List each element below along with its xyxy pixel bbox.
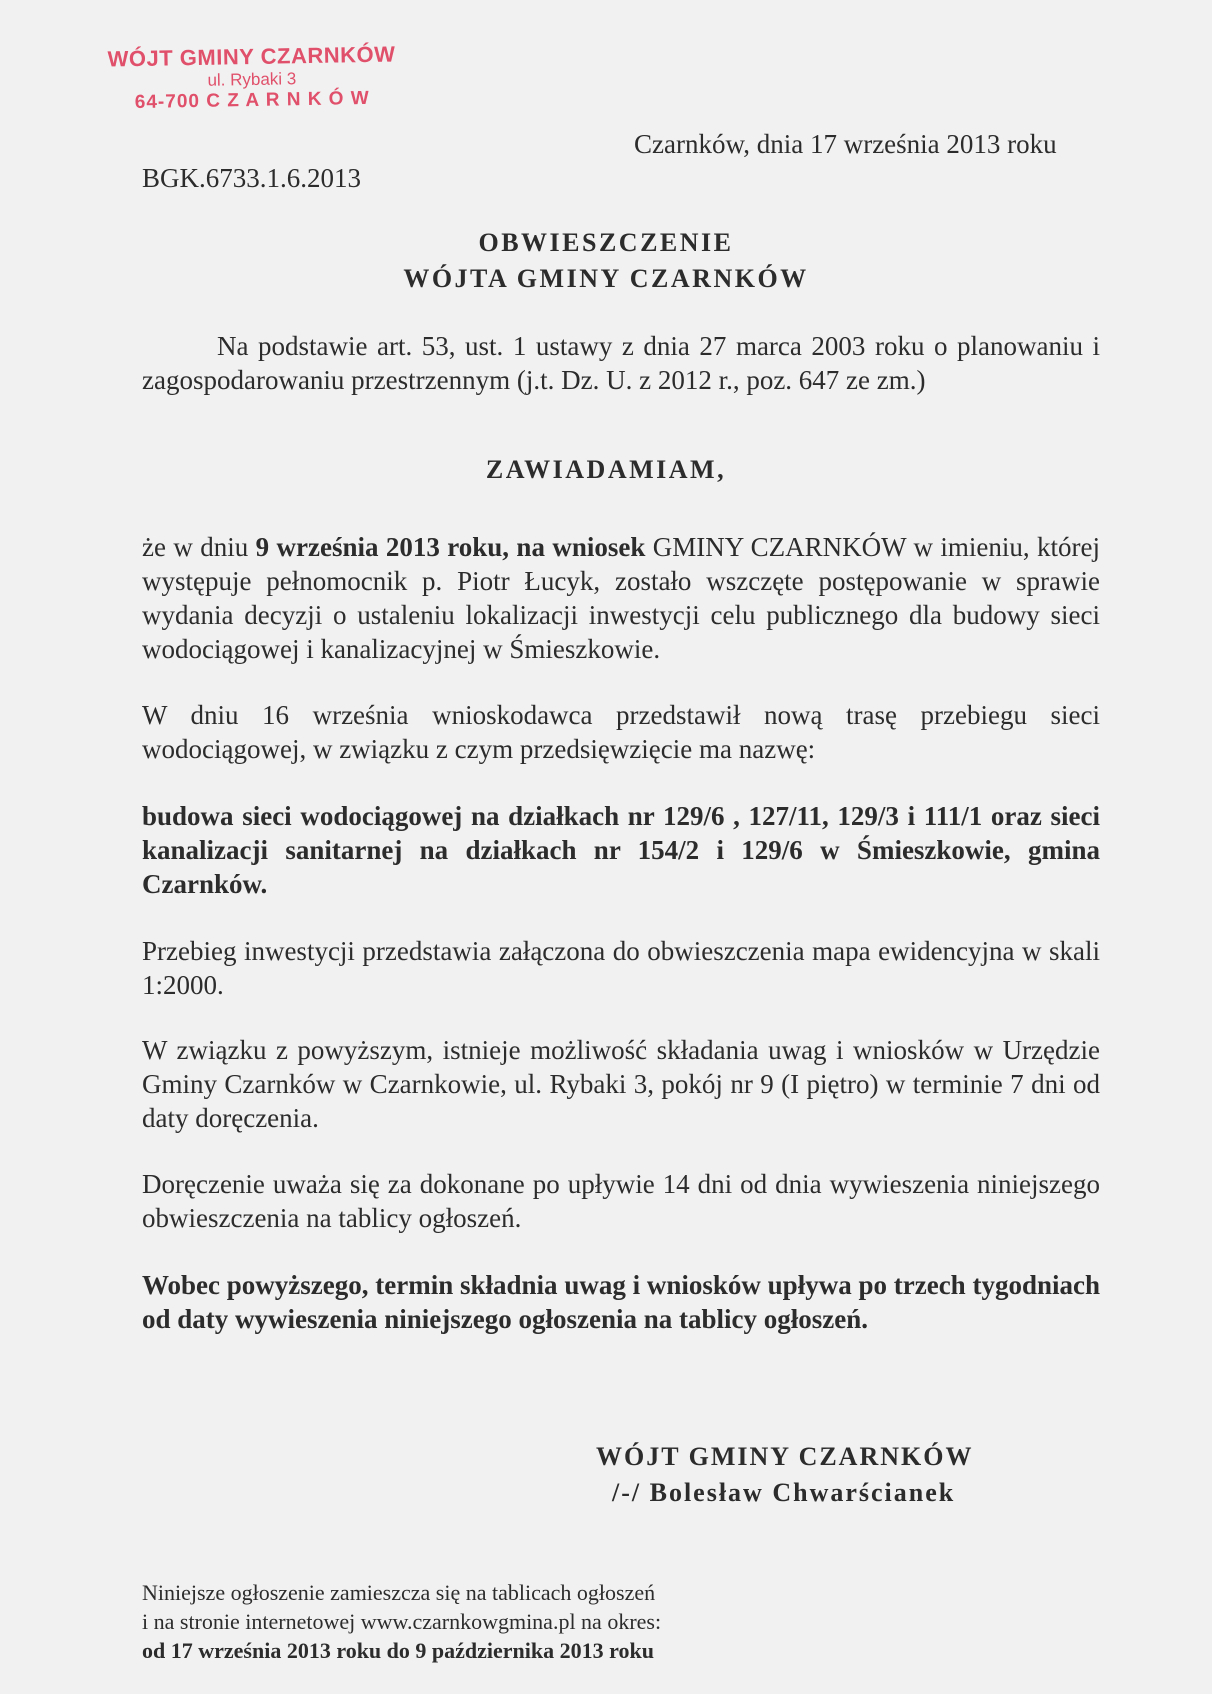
paragraph-1-part-2: GMINY CZARNKÓW [645,532,914,562]
paragraph-3-project-name: budowa sieci wodociągowej na działkach nr 129/6 , 127/11, 129/3 i 111/1 oraz sieci kanalizacji sanitarnej na działkach nr 154/2 i 129/6 w Śmieszkowie, gmina Czarnków. [142,801,1100,899]
stamp-line-1: WÓJT GMINY CZARNKÓW [107,41,396,72]
paragraph-2: W dniu 16 września wnioskodawca przedstawił nową trasę przebiegu sieci wodociągowej, w związku z czym przedsięwzięcie ma nazwę: [142,700,1100,764]
paragraph-5: W związku z powyższym, istnieje możliwość składania uwag i wniosków w Urzędzie Gminy Czarnków w Czarnkowie, ul. Rybaki 3, pokój nr 9 (I piętro) w terminie 7 dni od daty doręczenia. [142,1035,1100,1133]
footer-line-1: Niniejsze ogłoszenie zamieszcza się na tablicach ogłoszeń [142,1580,656,1605]
paragraph-1 [142,530,1100,666]
paragraph-4: Przebieg inwestycji przedstawia załączona do obwieszczenia mapa ewidencyjna w skali 1:2000. [142,936,1100,1000]
signature-name: /-/ Bolesław Chwarścianek [612,1478,956,1507]
reference-number: BGK.6733.1.6.2013 [142,163,362,193]
signature-office: WÓJT GMINY CZARNKÓW [596,1442,974,1471]
document-date: Czarnków, dnia 17 września 2013 roku [634,129,1057,159]
stamp-line-2: ul. Rybaki 3 [207,69,297,90]
stamp-line-3: 64-700 C Z A R N K Ó W [134,87,370,114]
title-line-2: WÓJTA GMINY CZARNKÓW [403,264,809,293]
announcement-heading: ZAWIADAMIAM, [485,455,727,484]
footer-line-2: i na stronie internetowej www.czarnkowgmina.pl na okres: [142,1609,662,1634]
paragraph-1-bold: 9 września 2013 roku, na wniosek [255,532,646,562]
paragraph-7-deadline: Wobec powyższego, termin składnia uwag i wniosków upływa po trzech tygodniach od daty wywieszenia niniejszego ogłoszenia na tablicy ogłoszeń. [142,1270,1100,1334]
legal-basis-paragraph [142,329,1100,397]
title-line-1: OBWIESZCZENIE [478,228,734,257]
paragraph-6: Doręczenie uważa się za dokonane po upływie 14 dni od dnia wywieszenia niniejszego obwieszczenia na tablicy ogłoszeń. [142,1169,1100,1233]
paragraph-1-part-3: w imieniu, której występuje pełnomocnik p. Piotr Łucyk, zostało wszczęte postępowanie w sprawie wydania decyzji o ustaleniu lokalizacji inwestycji celu publicznego dla budowy sieci wodociągowej i kanalizacyjnej w Śmieszkowie. [142,532,1101,664]
legal-basis-text: Na podstawie art. 53, ust. 1 ustawy z dnia 27 marca 2003 roku o planowaniu i zagospodarowaniu przestrzennym (j.t. Dz. U. z 2012 r., poz. 647 ze zm.) [142,331,1100,395]
footer-line-3: od 17 września 2013 roku do 9 października 2013 roku [142,1638,654,1663]
office-stamp [107,41,396,114]
paragraph-1-part-1: że w dniu [142,532,256,562]
footer-note [142,1578,661,1665]
